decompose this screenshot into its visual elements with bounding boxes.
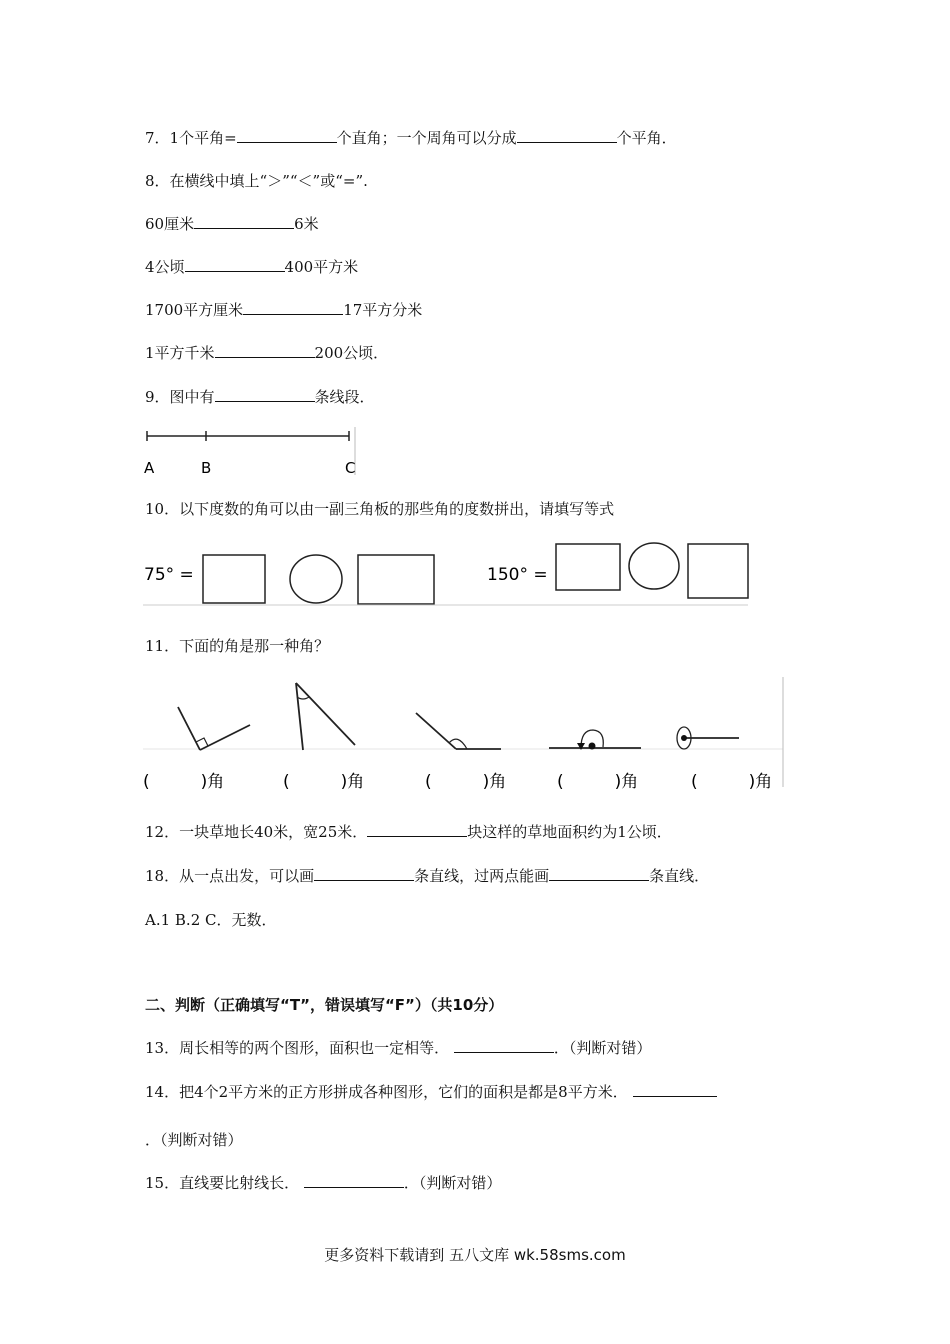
operator-circle[interactable] xyxy=(629,543,679,589)
angle-caption: ( )角 xyxy=(283,772,365,792)
question-8-row: 60厘米 6米 xyxy=(145,215,319,233)
question-10: 10．以下度数的角可以由一副三角板的那些角的度数拼出，请填写等式 xyxy=(145,500,615,518)
answer-blank[interactable] xyxy=(454,1038,554,1053)
answer-box[interactable] xyxy=(203,555,265,603)
angle-caption: ( )角 xyxy=(425,772,507,792)
answer-box[interactable] xyxy=(358,555,434,604)
question-11: 11．下面的角是那一种角？ xyxy=(145,637,330,655)
question-8-row: 1平方千米 200公顷． xyxy=(145,344,389,362)
question-8-title: 8．在横线中填上“＞”“＜”或“=”. xyxy=(145,172,368,190)
section-2-title: 二、判断（正确填写“T”，错误填写“F”）（共10分） xyxy=(145,996,504,1014)
question-7: 7．1个平角= 个直角；一个周角可以分成 个平角． xyxy=(145,129,677,147)
question-8-row: 1700平方厘米 17平方分米 xyxy=(145,301,423,319)
angle-equation-figure xyxy=(143,540,753,610)
question-13: 13．周长相等的两个图形，面积也一定相等． ．（判断对错） xyxy=(145,1039,652,1057)
answer-blank[interactable] xyxy=(243,300,343,315)
round-angle xyxy=(677,727,739,749)
equation-75: 75° = xyxy=(144,565,194,585)
angle-types-figure xyxy=(143,675,793,795)
question-15: 15．直线要比射线长． ．（判断对错） xyxy=(145,1174,502,1192)
straight-angle xyxy=(549,730,641,750)
question-12: 12．一块草地长40米，宽25米． 块这样的草地面积约为1公顷． xyxy=(145,823,672,841)
answer-blank[interactable] xyxy=(215,343,315,358)
answer-blank[interactable] xyxy=(237,128,337,143)
answer-blank[interactable] xyxy=(367,822,467,837)
answer-blank[interactable] xyxy=(549,866,649,881)
operator-circle[interactable] xyxy=(290,555,342,603)
label-c: C xyxy=(345,459,356,477)
obtuse-angle xyxy=(416,713,501,749)
question-8-row: 4公顷 400平方米 xyxy=(145,258,359,276)
question-14: 14．把4个2平方米的正方形拼成各种图形，它们的面积是都是8平方米． xyxy=(145,1082,717,1102)
answer-blank[interactable] xyxy=(304,1173,404,1188)
answer-blank[interactable] xyxy=(517,128,617,143)
angle-caption: ( )角 xyxy=(557,772,639,792)
question-18-options: A.1 B.2 C．无数． xyxy=(145,911,277,929)
label-a: A xyxy=(144,459,155,477)
question-9: 9．图中有 条线段． xyxy=(145,388,375,406)
right-angle xyxy=(178,707,250,750)
answer-blank[interactable] xyxy=(314,866,414,881)
answer-box[interactable] xyxy=(688,544,748,598)
line-segment-figure xyxy=(143,425,363,477)
equation-150: 150° = xyxy=(487,565,548,585)
answer-blank[interactable] xyxy=(215,387,315,402)
acute-angle xyxy=(296,683,355,750)
answer-blank[interactable] xyxy=(185,257,285,272)
answer-box[interactable] xyxy=(556,544,620,590)
footer-text: 更多资料下载请到 五八文库 wk.58sms.com xyxy=(324,1246,626,1264)
angle-caption: ( )角 xyxy=(691,772,773,792)
question-14-tail: ．（判断对错） xyxy=(145,1131,243,1149)
question-18: 18．从一点出发，可以画 条直线，过两点能画 条直线． xyxy=(145,867,710,885)
angle-caption: ( )角 xyxy=(143,772,225,792)
answer-blank[interactable] xyxy=(194,214,294,229)
answer-blank[interactable] xyxy=(633,1082,717,1097)
label-b: B xyxy=(201,459,212,477)
